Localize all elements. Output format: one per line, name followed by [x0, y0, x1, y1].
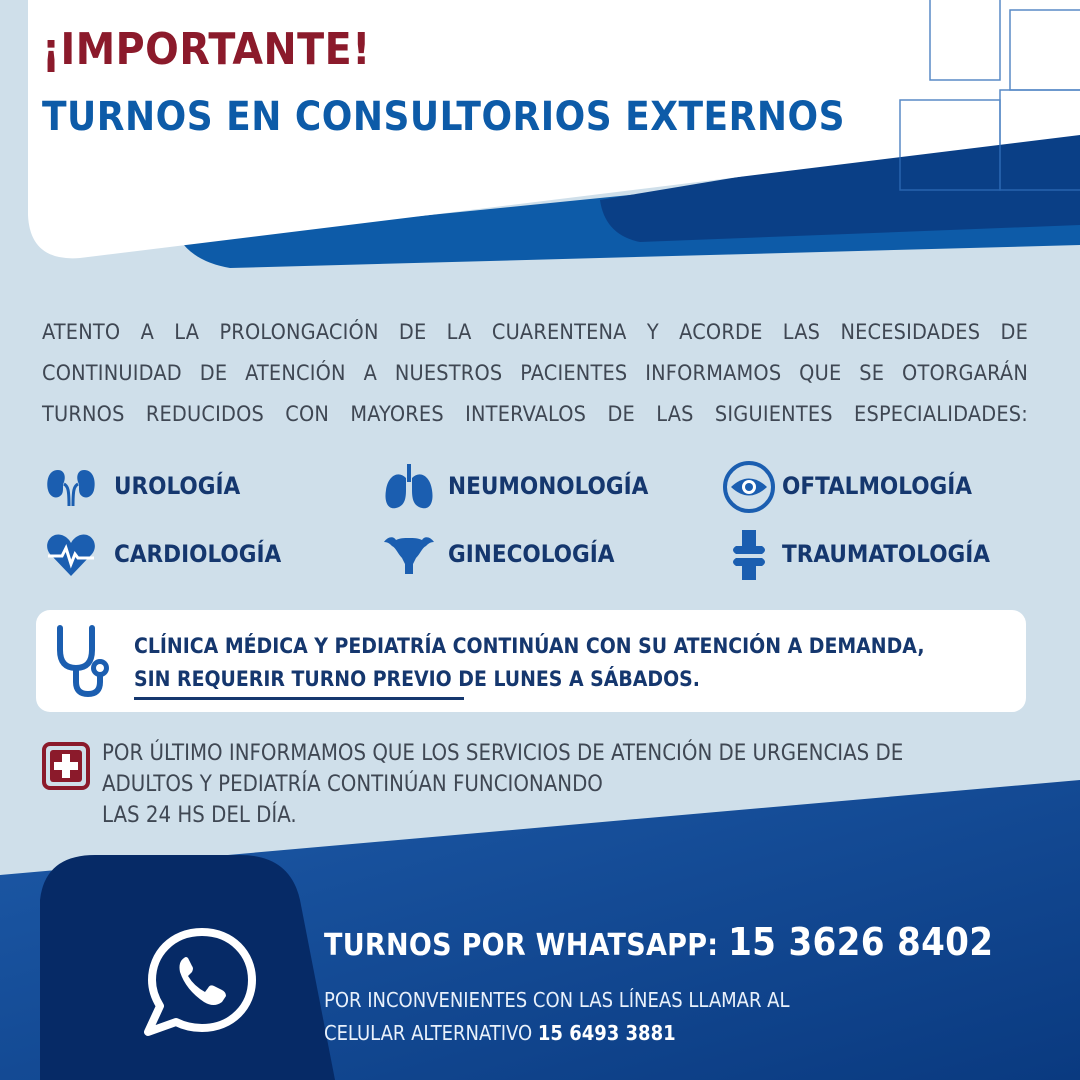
whatsapp-icon[interactable] [142, 924, 262, 1038]
whatsapp-heading [324, 920, 993, 964]
urgencies-text [102, 738, 1012, 831]
notice-underline [134, 697, 464, 700]
stethoscope-icon [50, 624, 114, 700]
kidneys-icon [44, 460, 98, 514]
first-aid-icon [42, 742, 90, 790]
urgencies-line: LAS 24 HS DEL DÍA. [102, 803, 297, 828]
specialty-traumatologia: TRAUMATOLOGÍA [782, 540, 990, 568]
eye-icon [722, 460, 776, 514]
alt-line-1: POR INCONVENIENTES CON LAS LÍNEAS LLAMAR AL [324, 988, 790, 1012]
page-title: TURNOS EN CONSULTORIOS EXTERNOS [42, 94, 845, 140]
specialty-neumonologia: NEUMONOLOGÍA [448, 472, 649, 500]
alternative-contact [324, 984, 790, 1050]
alt-line-2 [324, 1017, 790, 1050]
lungs-icon [382, 460, 436, 514]
specialty-cardiologia: CARDIOLOGÍA [114, 540, 282, 568]
notice-line: SIN REQUERIR TURNO PREVIO DE LUNES A SÁBADOS. [134, 667, 700, 691]
specialty-urologia: UROLOGÍA [114, 472, 241, 500]
urgencies-line: POR ÚLTIMO INFORMAMOS QUE LOS SERVICIOS DE ATENCIÓN DE URGENCIAS DE [102, 741, 904, 766]
important-heading: ¡IMPORTANTE! [42, 24, 371, 75]
alt-line-2-prefix: CELULAR ALTERNATIVO [324, 1021, 533, 1045]
whatsapp-number[interactable]: 15 3626 8402 [728, 920, 994, 964]
knee-joint-icon [722, 528, 776, 582]
uterus-icon [382, 528, 436, 582]
notice-line: CLÍNICA MÉDICA Y PEDIATRÍA CONTINÚAN CON SU ATENCIÓN A DEMANDA, [134, 634, 925, 658]
intro-line: ATENTO A LA PROLONGACIÓN DE LA CUARENTENA Y ACORDE LAS NECESIDADES DE [42, 320, 1028, 345]
heart-pulse-icon [44, 528, 98, 582]
urgencies-line: ADULTOS Y PEDIATRÍA CONTINÚAN FUNCIONANDO [102, 772, 603, 797]
whatsapp-label: TURNOS POR WHATSAPP: [324, 928, 719, 963]
specialty-ginecologia: GINECOLOGÍA [448, 540, 615, 568]
intro-paragraph [42, 312, 1028, 435]
specialty-oftalmologia: OFTALMOLOGÍA [782, 472, 972, 500]
intro-line: CONTINUIDAD DE ATENCIÓN A NUESTROS PACIENTES INFORMAMOS QUE SE OTORGARÁN [42, 361, 1028, 386]
alt-phone-number[interactable]: 15 6493 3881 [537, 1021, 676, 1045]
notice-text [134, 630, 925, 696]
intro-line: TURNOS REDUCIDOS CON MAYORES INTERVALOS DE LAS SIGUIENTES ESPECIALIDADES: [42, 402, 1028, 427]
